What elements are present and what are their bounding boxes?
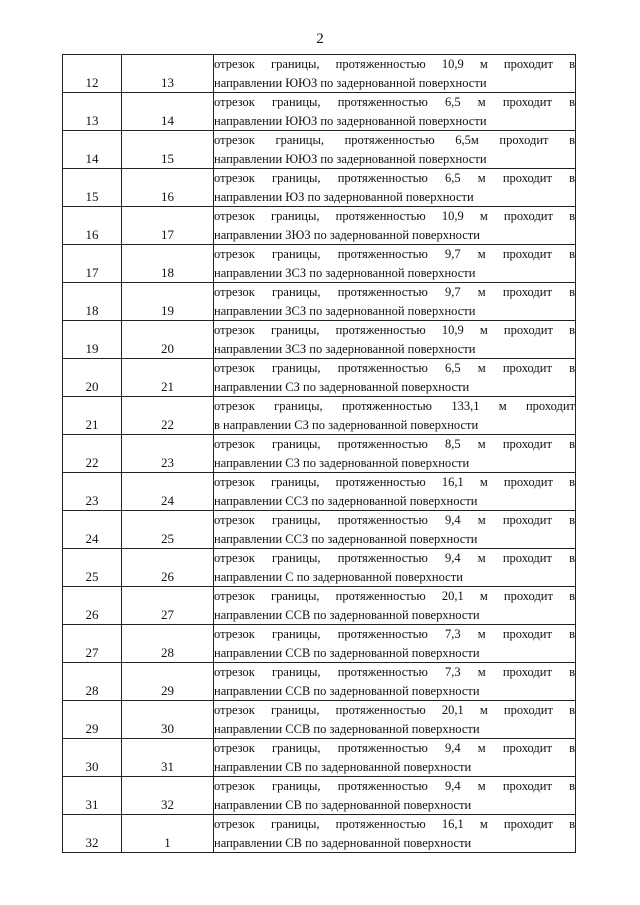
to-point-cell (122, 131, 214, 169)
to-point-cell (122, 245, 214, 283)
to-point-cell (122, 777, 214, 815)
table-row (63, 435, 576, 473)
table-row (63, 321, 576, 359)
to-point-cell (122, 207, 214, 245)
from-point-number: 21 (85, 417, 99, 432)
segment-description-line-2: направлении ЮЮЗ по задернованной поверхности (214, 75, 487, 90)
from-point-number: 23 (85, 493, 99, 508)
to-point-cell (122, 169, 214, 207)
segment-description-line-1: отрезок границы, протяженностью 10,9 м проходит в (214, 323, 575, 337)
from-point-cell (63, 815, 122, 853)
from-point-cell (63, 55, 122, 93)
table-row (63, 701, 576, 739)
to-point-cell (122, 321, 214, 359)
from-point-number: 25 (85, 569, 99, 584)
from-point-number: 19 (85, 341, 99, 356)
table-row (63, 359, 576, 397)
from-point-number: 16 (85, 227, 99, 242)
from-point-cell (63, 359, 122, 397)
table-row (63, 55, 576, 93)
segment-description-line-2: направлении ССЗ по задернованной поверхности (214, 493, 478, 508)
segment-description-cell (214, 245, 576, 283)
from-point-number: 30 (85, 759, 99, 774)
segment-description-cell (214, 321, 576, 359)
segment-description-line-1: отрезок границы, протяженностью 10,9 м проходит в (214, 57, 575, 71)
segment-description-line-2: направлении ССВ по задернованной поверхности (214, 683, 480, 698)
from-point-number: 12 (85, 75, 99, 90)
segment-description-line-1: отрезок границы, протяженностью 9,7 м проходит в (214, 247, 575, 261)
segment-description-cell (214, 663, 576, 701)
table-row (63, 283, 576, 321)
table-row (63, 777, 576, 815)
segment-description-cell (214, 625, 576, 663)
from-point-cell (63, 663, 122, 701)
segment-description-line-2: направлении ССВ по задернованной поверхности (214, 645, 480, 660)
table-row (63, 207, 576, 245)
segment-description-cell (214, 397, 576, 435)
segment-description-cell (214, 587, 576, 625)
segment-description-line-2: направлении СЗ по задернованной поверхности (214, 379, 470, 394)
segment-description-cell (214, 473, 576, 511)
table-row (63, 587, 576, 625)
from-point-cell (63, 321, 122, 359)
table-row (63, 93, 576, 131)
to-point-number: 26 (161, 569, 174, 584)
from-point-cell (63, 207, 122, 245)
segment-description-line-2: направлении С по задернованной поверхности (214, 569, 463, 584)
segment-description-line-1: отрезок границы, протяженностью 6,5 м проходит в (214, 361, 575, 375)
from-point-cell (63, 435, 122, 473)
to-point-number: 20 (161, 341, 174, 356)
to-point-number: 30 (161, 721, 174, 736)
table-row (63, 397, 576, 435)
from-point-number: 32 (85, 835, 99, 850)
segment-description-cell (214, 549, 576, 587)
from-point-cell (63, 511, 122, 549)
segment-description-line-1: отрезок границы, протяженностью 9,7 м проходит в (214, 285, 575, 299)
from-point-cell (63, 283, 122, 321)
segment-description-cell (214, 511, 576, 549)
from-point-cell (63, 587, 122, 625)
to-point-cell (122, 283, 214, 321)
table-row (63, 245, 576, 283)
to-point-cell (122, 663, 214, 701)
segment-description-line-1: отрезок границы, протяженностью 20,1 м проходит в (214, 589, 575, 603)
to-point-number: 19 (161, 303, 174, 318)
segment-description-line-1: отрезок границы, протяженностью 6,5м проходит в (214, 133, 575, 147)
from-point-cell (63, 169, 122, 207)
from-point-cell (63, 93, 122, 131)
segment-description-line-2: направлении ЗСЗ по задернованной поверхности (214, 265, 476, 280)
segment-description-line-2: направлении СВ по задернованной поверхности (214, 797, 472, 812)
segment-description-line-2: направлении ЗСЗ по задернованной поверхности (214, 303, 476, 318)
to-point-number: 14 (161, 113, 174, 128)
from-point-number: 18 (85, 303, 99, 318)
to-point-number: 23 (161, 455, 174, 470)
from-point-cell (63, 625, 122, 663)
to-point-number: 13 (161, 75, 174, 90)
segment-description-line-2: направлении ССВ по задернованной поверхности (214, 721, 480, 736)
from-point-number: 22 (85, 455, 99, 470)
to-point-cell (122, 701, 214, 739)
segment-description-line-2: направлении ЗСЗ по задернованной поверхности (214, 341, 476, 356)
segment-description-line-2: направлении ЗЮЗ по задернованной поверхности (214, 227, 480, 242)
to-point-cell (122, 473, 214, 511)
segment-description-line-1: отрезок границы, протяженностью 16,1 м проходит в (214, 817, 575, 831)
segment-description-cell (214, 359, 576, 397)
page-number: 2 (316, 31, 324, 47)
to-point-number: 15 (161, 151, 174, 166)
segment-description-line-2: направлении ЮЮЗ по задернованной поверхности (214, 113, 487, 128)
segment-description-cell (214, 169, 576, 207)
to-point-cell (122, 815, 214, 853)
table-row (63, 511, 576, 549)
segment-description-line-1: отрезок границы, протяженностью 6,5 м проходит в (214, 171, 575, 185)
segment-description-line-1: отрезок границы, протяженностью 7,3 м проходит в (214, 665, 575, 679)
boundary-segments-table (62, 54, 576, 853)
segment-description-cell (214, 815, 576, 853)
segment-description-line-2: направлении СЗ по задернованной поверхности (214, 455, 470, 470)
segment-description-line-1: отрезок границы, протяженностью 9,4 м проходит в (214, 741, 575, 755)
segment-description-cell (214, 55, 576, 93)
to-point-number: 21 (161, 379, 174, 394)
to-point-cell (122, 435, 214, 473)
to-point-number: 29 (161, 683, 174, 698)
to-point-cell (122, 549, 214, 587)
segment-description-cell (214, 283, 576, 321)
from-point-number: 27 (85, 645, 99, 660)
from-point-number: 20 (85, 379, 99, 394)
to-point-cell (122, 55, 214, 93)
to-point-cell (122, 93, 214, 131)
from-point-cell (63, 549, 122, 587)
table-row (63, 815, 576, 853)
from-point-number: 29 (85, 721, 99, 736)
segment-description-line-2: направлении СВ по задернованной поверхности (214, 759, 472, 774)
to-point-number: 18 (161, 265, 174, 280)
segment-description-line-2: в направлении СЗ по задернованной поверхности (214, 417, 479, 432)
to-point-number: 32 (161, 797, 174, 812)
from-point-cell (63, 739, 122, 777)
segment-description-line-2: направлении ССВ по задернованной поверхности (214, 607, 480, 622)
segment-description-line-1: отрезок границы, протяженностью 7,3 м проходит в (214, 627, 575, 641)
to-point-number: 27 (161, 607, 174, 622)
from-point-cell (63, 131, 122, 169)
table-row (63, 473, 576, 511)
segment-description-line-2: направлении СВ по задернованной поверхности (214, 835, 472, 850)
from-point-number: 24 (85, 531, 99, 546)
table-row (63, 625, 576, 663)
segment-description-cell (214, 207, 576, 245)
segment-description-cell (214, 435, 576, 473)
table-row (63, 169, 576, 207)
from-point-number: 14 (85, 151, 99, 166)
segment-description-line-1: отрезок границы, протяженностью 9,4 м проходит в (214, 779, 575, 793)
from-point-cell (63, 473, 122, 511)
to-point-cell (122, 359, 214, 397)
from-point-cell (63, 701, 122, 739)
segment-description-line-2: направлении ЮЮЗ по задернованной поверхности (214, 151, 487, 166)
to-point-number: 17 (161, 227, 174, 242)
table-row (63, 663, 576, 701)
from-point-cell (63, 245, 122, 283)
to-point-number: 25 (161, 531, 174, 546)
segment-description-line-1: отрезок границы, протяженностью 6,5 м проходит в (214, 95, 575, 109)
segment-description-cell (214, 131, 576, 169)
from-point-number: 17 (85, 265, 99, 280)
from-point-cell (63, 777, 122, 815)
to-point-number: 31 (161, 759, 174, 774)
segment-description-line-1: отрезок границы, протяженностью 9,4 м проходит в (214, 513, 575, 527)
to-point-cell (122, 511, 214, 549)
segment-description-line-2: направлении ССЗ по задернованной поверхности (214, 531, 478, 546)
table-row (63, 131, 576, 169)
segment-description-line-1: отрезок границы, протяженностью 16,1 м проходит в (214, 475, 575, 489)
segment-description-cell (214, 93, 576, 131)
to-point-number: 28 (161, 645, 174, 660)
segment-description-cell (214, 701, 576, 739)
to-point-cell (122, 625, 214, 663)
table-row (63, 739, 576, 777)
table-body (63, 55, 576, 853)
from-point-number: 28 (85, 683, 99, 698)
table-row (63, 549, 576, 587)
from-point-number: 31 (85, 797, 99, 812)
segment-description-line-1: отрезок границы, протяженностью 9,4 м проходит в (214, 551, 575, 565)
from-point-number: 13 (85, 113, 99, 128)
segment-description-line-1: отрезок границы, протяженностью 8,5 м проходит в (214, 437, 575, 451)
to-point-number: 16 (161, 189, 174, 204)
to-point-number: 24 (161, 493, 174, 508)
to-point-cell (122, 397, 214, 435)
segment-description-line-1: отрезок границы, протяженностью 133,1 м проходит (214, 399, 575, 413)
from-point-number: 15 (85, 189, 99, 204)
segment-description-cell (214, 739, 576, 777)
segment-description-line-1: отрезок границы, протяженностью 20,1 м проходит в (214, 703, 575, 717)
segment-description-line-1: отрезок границы, протяженностью 10,9 м проходит в (214, 209, 575, 223)
to-point-cell (122, 739, 214, 777)
from-point-number: 26 (85, 607, 99, 622)
to-point-number: 22 (161, 417, 174, 432)
segment-description-cell (214, 777, 576, 815)
to-point-cell (122, 587, 214, 625)
from-point-cell (63, 397, 122, 435)
segment-description-line-2: направлении ЮЗ по задернованной поверхности (214, 189, 474, 204)
to-point-number: 1 (164, 835, 171, 850)
